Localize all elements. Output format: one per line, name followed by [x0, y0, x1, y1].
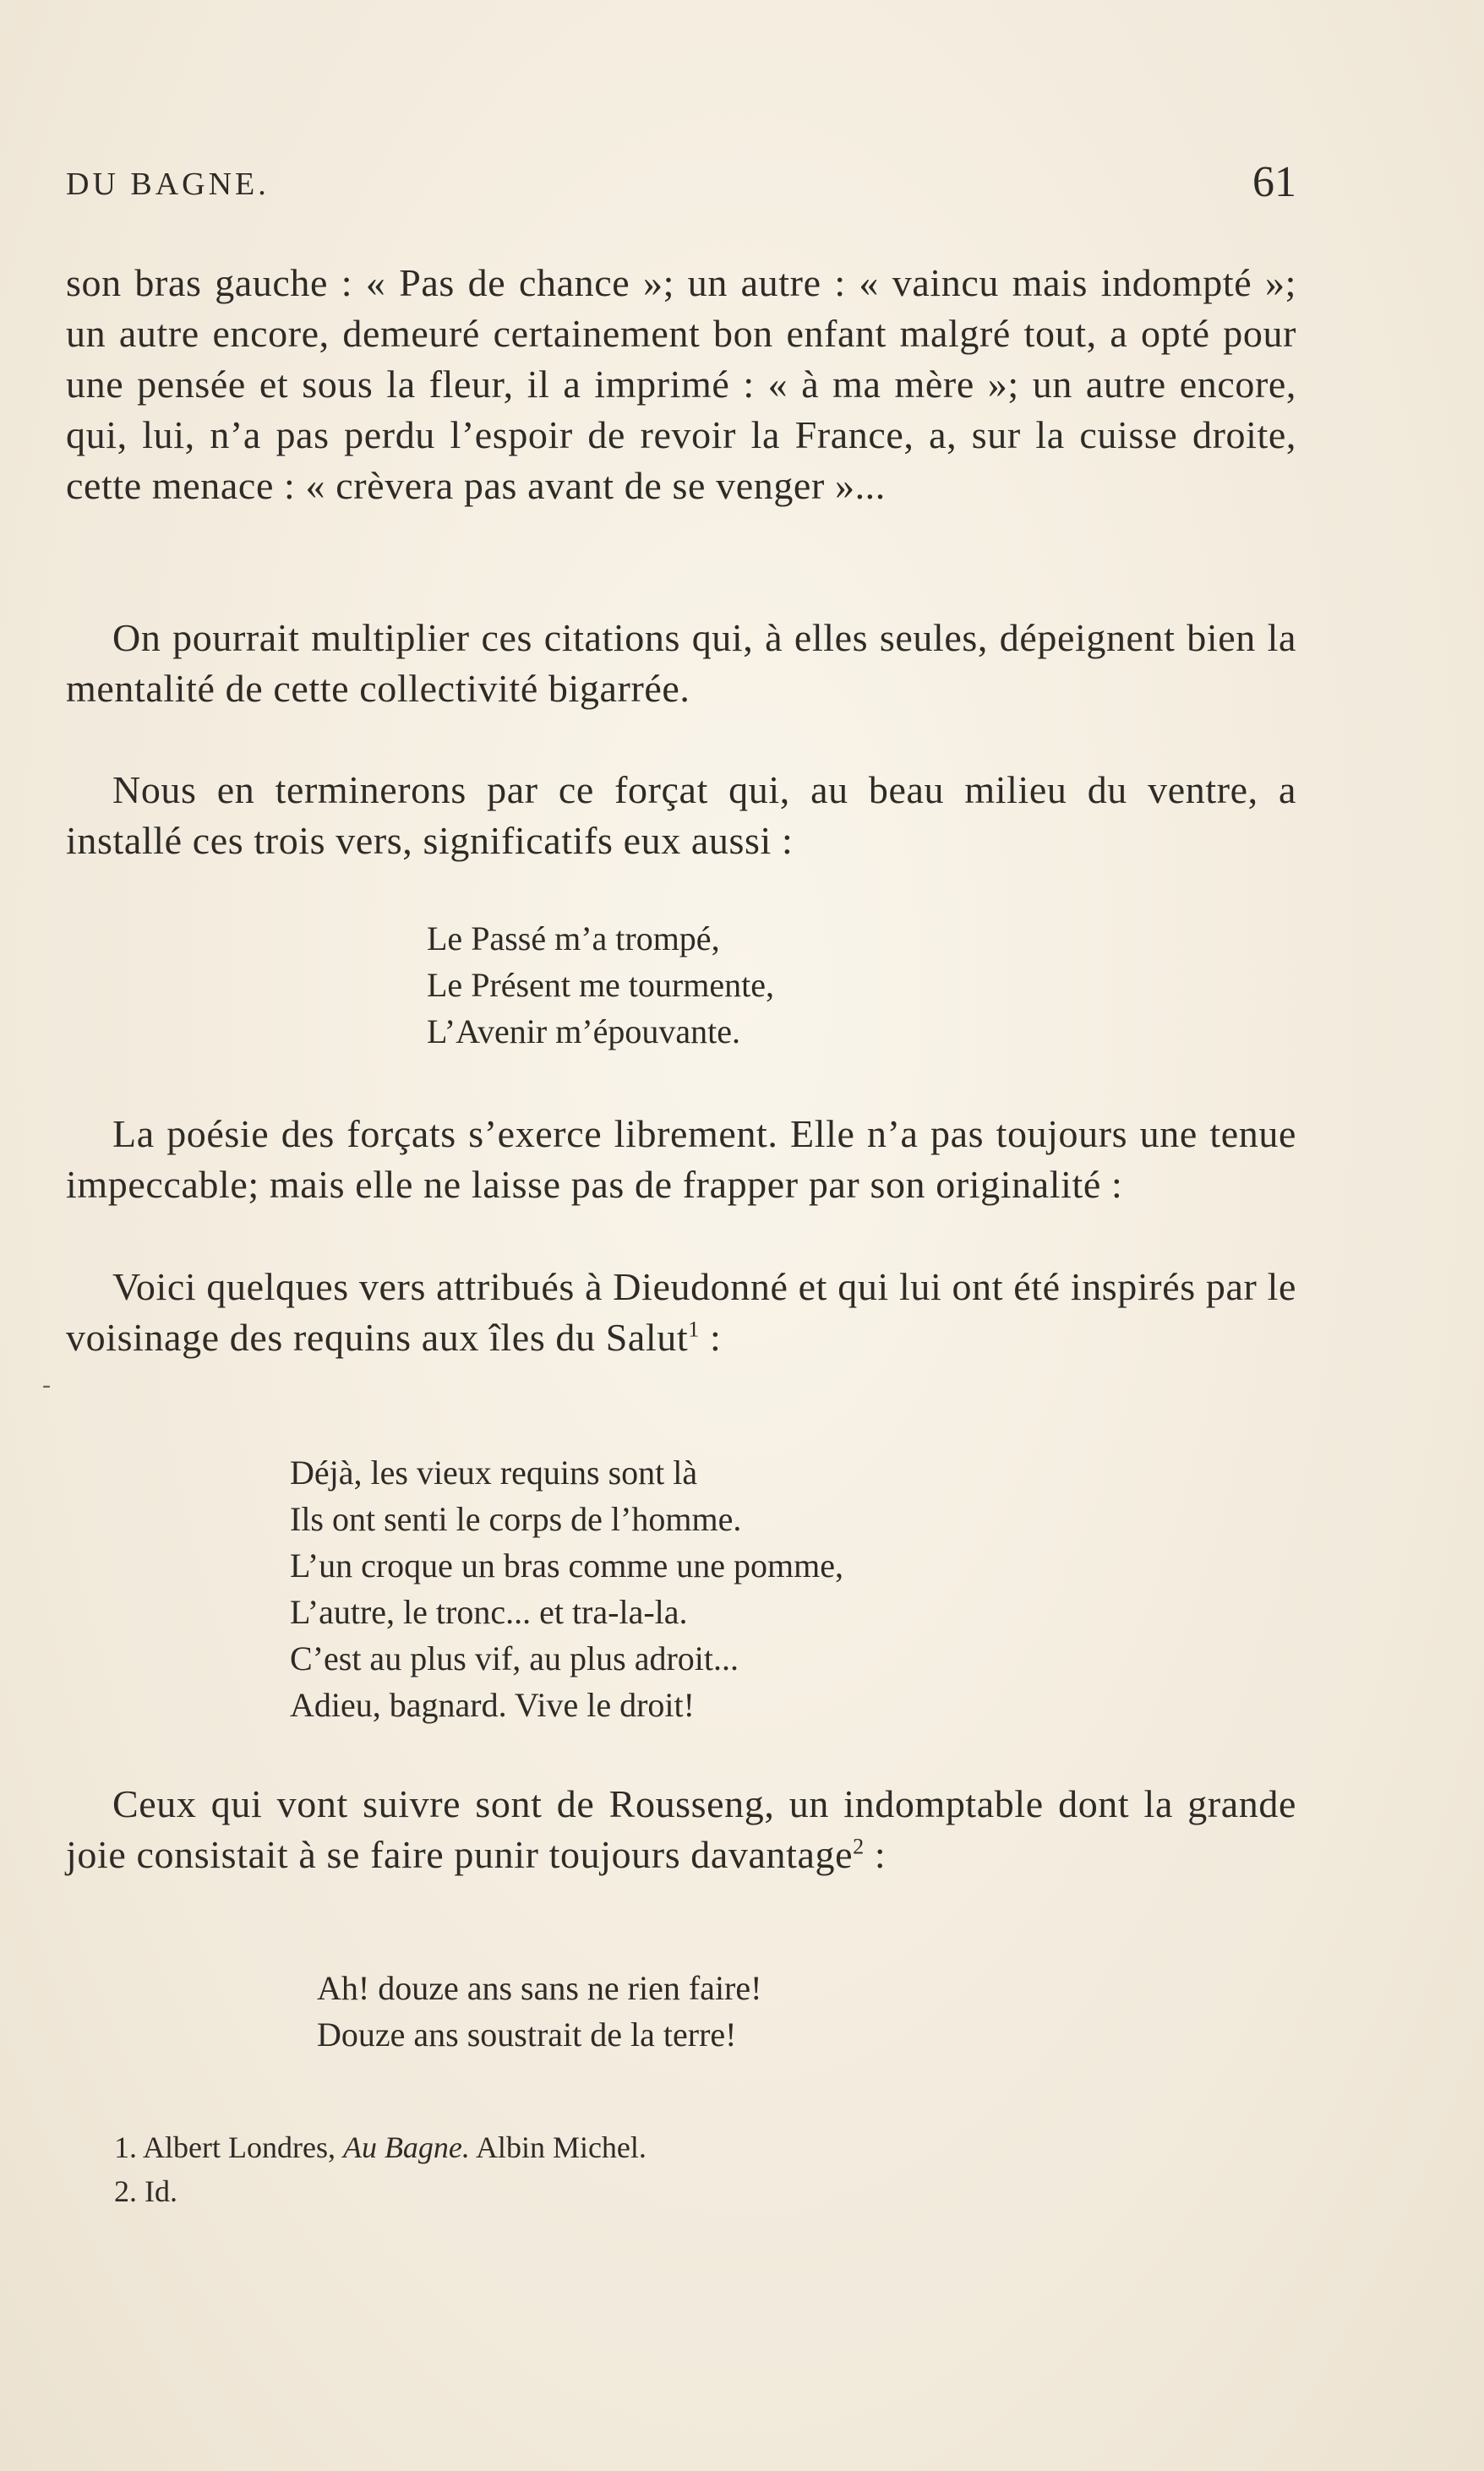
footnote-number: 1. — [114, 2130, 137, 2164]
verse-line: C’est au plus vif, au plus adroit... — [290, 1639, 739, 1677]
verse-line: Le Présent me tourmente, — [427, 966, 774, 1004]
paragraph-text — [66, 1262, 1296, 1363]
footnote-number: 2. — [114, 2174, 137, 2208]
page-number: 61 — [1252, 158, 1296, 206]
paragraph-poesie — [66, 1109, 1296, 1210]
paragraph-forcat — [66, 765, 1296, 866]
verse-line: Douze ans soustrait de la terre! — [317, 2016, 737, 2054]
running-title: DU BAGNE. — [66, 166, 270, 202]
verse-line: Ah! douze ans sans ne rien faire! — [317, 1969, 762, 2007]
paragraph-text — [66, 1779, 1296, 1880]
paragraph-text: La poésie des forçats s’exerce librement. Elle n’a pas toujours une tenue impeccable; mais elle ne laisse pas de frapper par son originalité : — [66, 1112, 1296, 1206]
paragraph-body: Voici quelques vers attribués à Dieudonné et qui lui ont été inspirés par le voisinage des requins aux îles du Salut — [66, 1265, 1296, 1359]
verse-line: Ils ont senti le corps de l’homme. — [290, 1500, 742, 1538]
paragraph-body: Ceux qui vont suivre sont de Rousseng, un indomptable dont la grande joie consistait à se faire punir toujours davantage — [66, 1782, 1296, 1876]
verse-rousseng — [317, 1965, 761, 2058]
footnote-text: Id. — [145, 2174, 177, 2208]
footnote-2 — [114, 2169, 647, 2213]
margin-mark: - — [42, 1371, 51, 1399]
footnote-author: Albert Londres, — [143, 2130, 336, 2164]
paragraph-tail: : — [699, 1316, 722, 1359]
paragraph-text: son bras gauche : « Pas de chance »; un autre : « vaincu mais indompté »; un autre encore, demeuré certainement bon enfant malgré tout, a opté pour une pensée et sous la fleur, il a imprimé : « à ma mère »; un autre encore, qui, lui, n’a pas perdu l’espoir de revoir la France, a, sur la cuisse droite, cette menace : « crèvera pas avant de se venger »... — [66, 261, 1296, 507]
verse-line: Adieu, bagnard. Vive le droit! — [290, 1686, 695, 1724]
paragraph-text: Nous en terminerons par ce forçat qui, au beau milieu du ventre, a installé ces trois vers, significatifs eux aussi : — [66, 768, 1296, 862]
footnotes — [114, 2125, 647, 2213]
paragraph-rousseng — [66, 1779, 1296, 1880]
footnote-1 — [114, 2125, 647, 2169]
paragraph-citations — [66, 613, 1296, 714]
paragraph-tail: : — [864, 1833, 887, 1876]
verse-line: L’un croque un bras comme une pomme, — [290, 1546, 844, 1585]
footnote-publisher: Albin Michel. — [475, 2130, 647, 2164]
verse-tattoo — [427, 915, 774, 1055]
page-header — [66, 159, 1296, 210]
verse-requins — [290, 1449, 843, 1728]
footnote-title: Au Bagne. — [342, 2130, 470, 2164]
footnote-ref-1: 1 — [688, 1317, 700, 1342]
verse-line: L’autre, le tronc... et tra-la-la. — [290, 1593, 688, 1631]
verse-line: Le Passé m’a trompé, — [427, 919, 720, 957]
paragraph-text: On pourrait multiplier ces citations qui, à elles seules, dépeignent bien la mentalité de cette collectivité bigarrée. — [66, 616, 1296, 710]
paragraph-continuation — [66, 258, 1296, 511]
paragraph-dieudonne — [66, 1262, 1296, 1363]
verse-line: Déjà, les vieux requins sont là — [290, 1454, 698, 1492]
footnote-ref-2: 2 — [853, 1834, 865, 1859]
verse-line: L’Avenir m’épouvante. — [427, 1012, 740, 1050]
